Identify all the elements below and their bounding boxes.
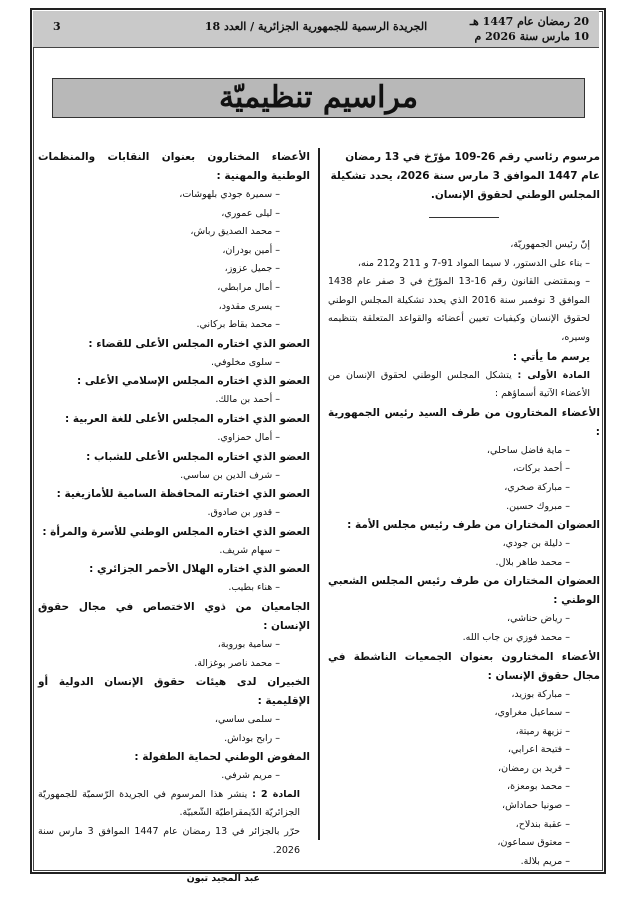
right-sections — [328, 404, 600, 872]
member-item: – معتوق سماعون، — [497, 837, 570, 849]
section-heading: العضو الذي اختاره المجلس الوطني للأسرة والمرأة : — [42, 525, 310, 538]
member-item: – قدور بن صادوق. — [207, 507, 280, 519]
preamble-line: – وبمقتضى القانون رقم 16-13 المؤرّخ في 3 صفر عام 1438 الموافق 3 نوفمبر سنة 2016 الذي يحدد تشكيلة المجلس الوطني لحقوق الإنسان وكيفيات تعيين أعضائه والقواعد المتعلقة بتنظيمه وسيره، — [328, 276, 590, 343]
section-heading: العضو الذي اختارته المحافظة السامية للأمازيغية : — [56, 488, 310, 501]
section-heading: الأعضاء المختارون بعنوان النقابات والمنظمات الوطنية والمهنية : — [38, 151, 310, 182]
member-item: – سلوى مخلوفي. — [211, 356, 280, 368]
preamble-line: إنّ رئيس الجمهوريّة، — [510, 239, 590, 250]
article-1 — [328, 367, 600, 404]
done-at: حرّر بالجزائر في 13 رمضان عام 1447 الموافق 3 مارس سنة 2026. — [38, 826, 301, 856]
member-item: – رياض حناشي، — [507, 613, 570, 625]
signature: عبد المجيد تبون — [186, 873, 260, 885]
left-column — [38, 148, 310, 889]
member-item: – مبروك حسين. — [506, 500, 570, 512]
member-item: – سلمى ساسي، — [214, 714, 280, 726]
member-item: – فريد بن رمضان، — [498, 762, 570, 774]
member-item: – سماعيل مغراوي، — [494, 707, 570, 719]
member-item: – محمد الصديق رباش، — [190, 226, 280, 238]
decree-title: مرسوم رئاسي رقم 26-109 مؤرّخ في 13 رمضان عام 1447 الموافق 3 مارس سنة 2026، يحدد تشكيلة المجلس الوطني لحقوق الإنسان. — [330, 151, 600, 201]
section-heading: المفوض الوطني لحماية الطفولة : — [134, 751, 310, 764]
article-1-text: يتشكل المجلس الوطني لحقوق الإنسان من الأعضاء الآتية أسماؤهم : — [328, 369, 590, 400]
decrees-line: يرسم ما يأتي : — [512, 350, 590, 363]
member-item: – مريم شرفي. — [221, 770, 280, 782]
member-item: – أحمد بركات، — [512, 463, 570, 475]
member-item: – مباركة بوزيد، — [511, 688, 570, 700]
article-2-label: المادة 2 : — [252, 788, 300, 800]
left-sections — [38, 148, 310, 786]
right-column — [328, 148, 600, 871]
section-heading: العضوان المختاران من طرف رئيس المجلس الشعبي الوطني : — [328, 575, 600, 607]
member-item: – صونيا حماداش، — [502, 800, 570, 812]
member-item: – أمال مرابطي، — [217, 281, 280, 293]
section-heading: العضو الذي اختاره المجلس الإسلامي الأعلى : — [76, 375, 310, 388]
section-heading: العضو الذي اختاره المجلس الأعلى للغة العربية : — [65, 412, 310, 425]
article-1-label: المادة الأولى : — [517, 369, 590, 381]
member-item: – محمد طاهر بلال. — [495, 556, 570, 568]
preamble-line: – بناء على الدستور، لا سيما المواد 91-7 و 211 و212 منه، — [357, 257, 590, 269]
section-heading: العضوان المختاران من طرف رئيس مجلس الأمة : — [347, 519, 600, 532]
member-item: – مباركة صخري، — [504, 481, 570, 493]
member-item: – يسرى مقدود، — [218, 300, 280, 312]
member-item: – أحمد بن مالك. — [215, 394, 280, 406]
member-item: – شرف الدين بن ساسي. — [180, 469, 280, 481]
section-heading: الأعضاء المختارون بعنوان الجمعيات الناشطة في مجال حقوق الإنسان : — [328, 650, 600, 682]
gazette-title: الجريدة الرسمية للجمهورية الجزائرية / العدد 18 — [204, 20, 428, 33]
member-item: – محمد بقاط بركاني. — [196, 319, 280, 331]
member-item: – هناء بطيب. — [228, 582, 280, 594]
member-item: – ليلى عموري، — [221, 207, 280, 219]
gazette-header — [33, 11, 599, 48]
member-item: – سميرة جودي بلهوشات، — [179, 189, 280, 200]
member-item: – محمد بومعزة، — [507, 781, 570, 793]
article-2 — [38, 786, 310, 823]
member-item: – مريم بلالة. — [520, 855, 570, 867]
date-hijri: 20 رمضان عام 1447 هـ — [469, 15, 589, 28]
member-item: – سهام شريف. — [219, 544, 280, 556]
member-item: – ماية فاضل ساحلي، — [486, 444, 570, 456]
member-item: – جميل عزوز، — [224, 263, 280, 275]
member-item: – أمال حمزاوي. — [217, 431, 280, 443]
member-item: – دليلة بن جودي، — [502, 538, 570, 550]
member-item: – محمد ناصر بوغزالة. — [194, 657, 280, 669]
section-heading: العضو الذي اختاره الهلال الأحمر الجزائري : — [89, 563, 310, 576]
member-item: – عقبة بندلاح، — [515, 818, 570, 830]
member-item: – فتيحة اعرابي، — [507, 744, 570, 756]
section-heading: الأعضاء المختارون من طرف السيد رئيس الجمهورية : — [328, 406, 600, 438]
member-item: – سامية بوروبة، — [217, 638, 280, 650]
member-item: – محمد فوزي بن جاب الله. — [462, 631, 570, 643]
page-number: 3 — [53, 20, 61, 33]
section-banner: مراسيم تنظيميّة — [52, 78, 585, 118]
member-item: – رابح بوداش. — [224, 732, 280, 744]
member-item: – نزيهة رميتة، — [515, 725, 570, 737]
divider — [429, 217, 499, 218]
date-gregorian: 10 مارس سنة 2026 م — [474, 30, 589, 43]
column-separator — [318, 148, 320, 840]
section-heading: الخبيران لدى هيئات حقوق الإنسان الدولية أو الإقليمية : — [38, 676, 310, 708]
member-item: – أمين بودران، — [222, 244, 280, 256]
section-heading: العضو الذي اختاره المجلس الأعلى للقضاء : — [88, 337, 310, 350]
section-heading: الجامعيان من ذوي الاختصاص في مجال حقوق الإنسان : — [38, 600, 310, 632]
section-heading: العضو الذي اختاره المجلس الأعلى للشباب : — [86, 450, 310, 463]
article-2-text: ينشر هذا المرسوم في الجريدة الرّسميّة للجمهوريّة الجزائريّة الدّيمقراطيّة الشّعبيّة. — [38, 788, 300, 819]
